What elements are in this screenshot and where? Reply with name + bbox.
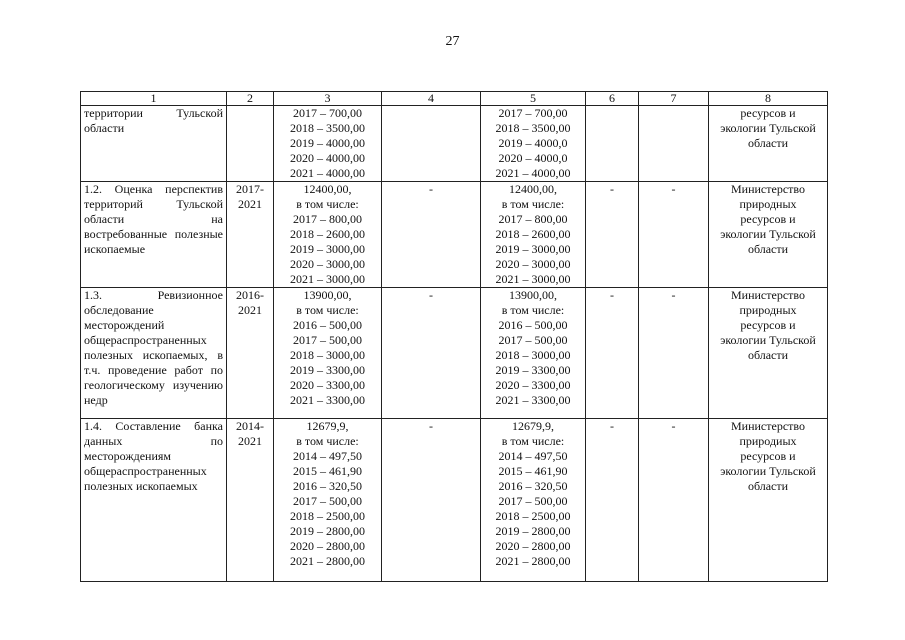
period-start: 2016- <box>236 288 264 302</box>
funding-col5-cell-line: в том числе: <box>501 303 565 317</box>
funding-col5-cell-line: 2020 – 3000,00 <box>495 257 571 271</box>
period-cell <box>227 288 274 419</box>
executor-cell-line: области <box>747 348 789 362</box>
funding-total-cell-line: 2019 – 2800,00 <box>290 524 365 538</box>
funding-col5-cell-line: 12400,00, <box>509 182 557 196</box>
funding-total-cell-line: 2020 – 3300,00 <box>290 378 365 392</box>
header-cell: 4 <box>382 92 481 106</box>
funding-total-cell-line: 2019 – 3300,00 <box>290 363 365 377</box>
funding-total-cell-line: 2017 – 700,00 <box>293 106 362 120</box>
funding-col7-cell: - <box>639 288 709 419</box>
funding-col5-cell-line: 2017 – 500,00 <box>498 333 568 347</box>
program-activities-table <box>80 91 828 582</box>
header-cell: 1 <box>81 92 227 106</box>
period-end: 2021 <box>238 303 262 317</box>
funding-col5-cell-line: в том числе: <box>501 197 565 211</box>
funding-col5-cell-line: 2020 – 2800,00 <box>495 539 571 553</box>
funding-col5-cell-line: 2016 – 320,50 <box>498 479 568 493</box>
executor-cell-line: Министерство <box>731 419 805 433</box>
period-start: 2017- <box>236 182 264 196</box>
funding-col5-cell <box>481 419 586 582</box>
table-row <box>81 419 828 582</box>
funding-col5-cell-line: 2015 – 461,90 <box>498 464 568 478</box>
executor-cell-line: области <box>747 242 789 256</box>
executor-cell <box>709 182 828 288</box>
funding-col5-cell-line: 12679,9, <box>512 419 554 433</box>
funding-total-cell-line: 2021 – 3000,00 <box>290 272 365 286</box>
page-number: 27 <box>445 34 460 49</box>
funding-col5-cell-line: 2020 – 3300,00 <box>495 378 571 392</box>
funding-col5-cell-line: 2021 – 4000,00 <box>495 166 571 180</box>
funding-col5-cell-line: 2019 – 3000,00 <box>495 242 571 256</box>
funding-col6-cell <box>586 106 639 182</box>
table-row <box>81 288 828 419</box>
funding-col7-cell <box>639 106 709 182</box>
funding-col6-cell: - <box>586 182 639 288</box>
funding-total-cell-line: 2020 – 2800,00 <box>290 539 365 553</box>
executor-cell-line: ресурсов и <box>740 449 796 463</box>
executor-cell-line: Министерство <box>731 288 805 302</box>
funding-col7-cell: - <box>639 182 709 288</box>
funding-total-cell-line: 2019 – 3000,00 <box>290 242 365 256</box>
header-cell: 6 <box>586 92 639 106</box>
header-cell: 3 <box>274 92 382 106</box>
funding-col5-cell-line: в том числе: <box>501 434 565 448</box>
funding-total-cell-line: 2014 – 497,50 <box>293 449 362 463</box>
activity-name-cell: 1.2. Оценка перспектив территорий Тульской области на востребованные полезные ископаемые <box>81 182 227 288</box>
table-row <box>81 106 828 182</box>
header-cell: 8 <box>709 92 828 106</box>
funding-col5-cell-line: 2019 – 3300,00 <box>495 363 571 377</box>
activity-name-cell: 1.3. Ревизионное обследование месторождений общераспространенных полезных ископаемых, в т.ч. проведение работ по геологическому изучению недр <box>81 288 227 419</box>
funding-total-cell <box>274 106 382 182</box>
executor-cell-line: экологии Тульской <box>720 333 816 347</box>
funding-total-cell-line: 2018 – 3000,00 <box>290 348 365 362</box>
funding-col4-cell: - <box>382 288 481 419</box>
header-cell: 2 <box>227 92 274 106</box>
funding-col5-cell-line: 2020 – 4000,0 <box>498 151 568 165</box>
executor-cell <box>709 419 828 582</box>
funding-col5-cell-line: 2019 – 4000,0 <box>498 136 568 150</box>
funding-total-cell-line: 12679,9, <box>306 419 349 433</box>
funding-col5-cell-line: 2021 – 3000,00 <box>495 272 571 286</box>
funding-total-cell-line: 2017 – 500,00 <box>293 333 362 347</box>
funding-total-cell-line: 2018 – 3500,00 <box>290 121 365 135</box>
funding-total-cell-line: 2021 – 2800,00 <box>290 554 365 568</box>
executor-cell-line: Министерство <box>731 182 805 196</box>
funding-total-cell-line: 12400,00, <box>303 182 352 196</box>
funding-total-cell-line: 2018 – 2600,00 <box>290 227 365 241</box>
period-start: 2014- <box>236 419 264 433</box>
funding-total-cell-line: в том числе: <box>296 303 359 317</box>
executor-cell <box>709 288 828 419</box>
header-cell: 5 <box>481 92 586 106</box>
funding-total-cell <box>274 182 382 288</box>
funding-total-cell <box>274 288 382 419</box>
period-cell <box>227 419 274 582</box>
activity-name-cell: 1.4. Составление банка данных по месторождениям общераспространенных полезных ископаемых <box>81 419 227 582</box>
funding-col5-cell-line: 2016 – 500,00 <box>498 318 568 332</box>
funding-col5-cell <box>481 288 586 419</box>
executor-cell-line: экологии Тульской <box>720 227 816 241</box>
funding-col5-cell-line: 2018 – 3000,00 <box>495 348 571 362</box>
funding-col5-cell <box>481 182 586 288</box>
funding-total-cell-line: 2021 – 4000,00 <box>290 166 365 180</box>
executor-cell-line: природных <box>739 197 797 211</box>
executor-cell-line: ресурсов и <box>740 106 796 120</box>
period-end: 2021 <box>238 197 262 211</box>
funding-col5-cell-line: 2017 – 800,00 <box>498 212 568 226</box>
table-row <box>81 182 828 288</box>
funding-col4-cell: - <box>382 182 481 288</box>
executor-cell-line: ресурсов и <box>740 212 796 226</box>
funding-col5-cell-line: 2014 – 497,50 <box>498 449 568 463</box>
funding-col5-cell-line: 2021 – 3300,00 <box>495 393 571 407</box>
executor-cell-line: экологии Тульской <box>720 464 816 478</box>
executor-cell-line: природиых <box>739 434 797 448</box>
funding-col5-cell <box>481 106 586 182</box>
activity-name-cell: территории Тульской области <box>81 106 227 182</box>
funding-total-cell-line: в том числе: <box>296 197 359 211</box>
period-end: 2021 <box>238 434 262 448</box>
funding-col4-cell: - <box>382 419 481 582</box>
executor-cell-line: ресурсов и <box>740 318 796 332</box>
funding-total-cell-line: 13900,00, <box>303 288 352 302</box>
funding-total-cell-line: 2017 – 800,00 <box>293 212 362 226</box>
funding-col5-cell-line: 13900,00, <box>509 288 557 302</box>
funding-total-cell-line: 2020 – 4000,00 <box>290 151 365 165</box>
funding-total-cell-line: 2017 – 500,00 <box>293 494 362 508</box>
funding-total-cell-line: 2015 – 461,90 <box>293 464 362 478</box>
funding-total-cell-line: 2018 – 2500,00 <box>290 509 365 523</box>
executor-cell-line: экологии Тульской <box>720 121 816 135</box>
header-cell: 7 <box>639 92 709 106</box>
funding-col5-cell-line: 2017 – 700,00 <box>498 106 568 120</box>
funding-col6-cell: - <box>586 419 639 582</box>
funding-col4-cell <box>382 106 481 182</box>
funding-col5-cell-line: 2018 – 3500,00 <box>495 121 571 135</box>
table-header-row <box>81 92 828 106</box>
funding-col6-cell: - <box>586 288 639 419</box>
executor-cell-line: области <box>747 479 789 493</box>
funding-total-cell <box>274 419 382 582</box>
funding-total-cell-line: 2021 – 3300,00 <box>290 393 365 407</box>
funding-total-cell-line: 2020 – 3000,00 <box>290 257 365 271</box>
funding-col5-cell-line: 2018 – 2500,00 <box>495 509 571 523</box>
executor-cell-line: природных <box>739 303 797 317</box>
period-cell <box>227 182 274 288</box>
funding-col7-cell: - <box>639 419 709 582</box>
funding-col5-cell-line: 2019 – 2800,00 <box>495 524 571 538</box>
period-cell <box>227 106 274 182</box>
funding-col5-cell-line: 2017 – 500,00 <box>498 494 568 508</box>
executor-cell <box>709 106 828 182</box>
funding-col5-cell-line: 2021 – 2800,00 <box>495 554 571 568</box>
funding-total-cell-line: в том числе: <box>296 434 359 448</box>
funding-total-cell-line: 2016 – 320,50 <box>293 479 362 493</box>
funding-col5-cell-line: 2018 – 2600,00 <box>495 227 571 241</box>
funding-total-cell-line: 2016 – 500,00 <box>293 318 362 332</box>
funding-total-cell-line: 2019 – 4000,00 <box>290 136 365 150</box>
executor-cell-line: области <box>747 136 789 150</box>
